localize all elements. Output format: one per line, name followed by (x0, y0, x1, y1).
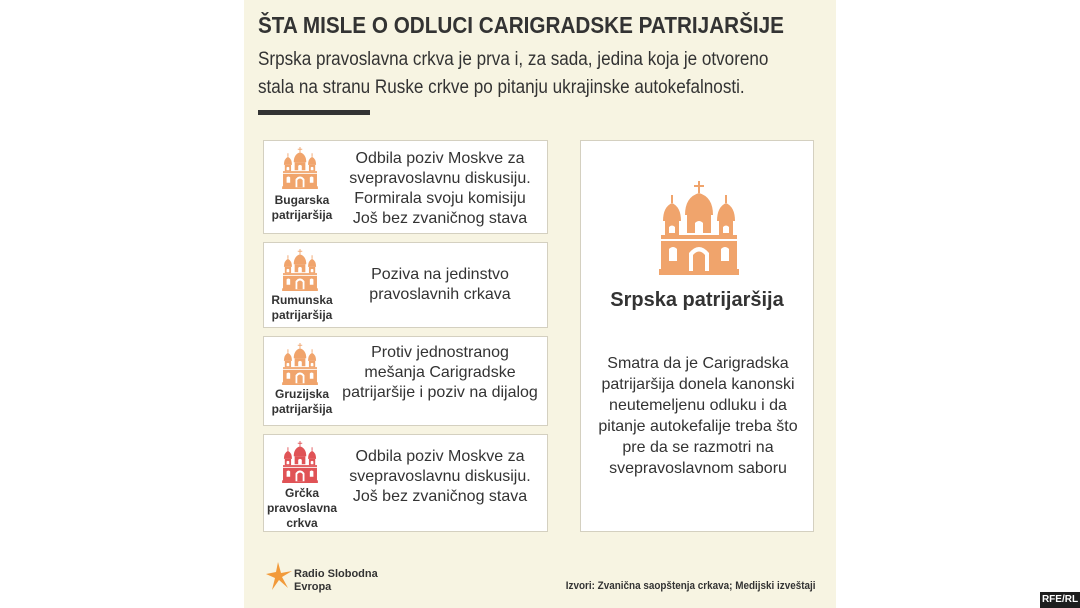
church-icon (280, 441, 320, 483)
logo-line-2: Evropa (294, 581, 332, 593)
logo-line-1: Radio Slobodna (294, 568, 378, 580)
infographic-subtitle: Srpska pravoslavna crkva je prva i, za sada, jedina koja je otvoreno stala na stranu Ruske crkve po pitanju ukrajinske autokefalnosti. (258, 49, 769, 98)
church-description: Protiv jednostranog mešanja Carigradske patrijaršije i poziv na dijalog (342, 344, 538, 401)
church-description: Poziva na jedinstvo pravoslavnih crkava (369, 266, 511, 303)
church-icon (280, 147, 320, 189)
church-card-gruzijska (263, 336, 548, 426)
church-name: Gruzijska patrijaršija (271, 387, 333, 416)
church-card-bugarska (263, 140, 548, 234)
featured-church-name: Srpska patrijaršija (610, 289, 784, 311)
church-icon (280, 249, 320, 291)
source-note: Izvori: Zvanična saopštenja crkava; Medijski izveštaji (566, 580, 816, 592)
church-name: Rumunska patrijaršija (271, 293, 333, 322)
infographic-panel (244, 0, 1079, 608)
church-description: Odbila poziv Moskve za svepravoslavnu diskusiju. Još bez zvaničnog stava (349, 448, 531, 505)
rferl-badge: RFE/RL (1040, 592, 1080, 608)
featured-church-card (580, 140, 814, 532)
rfe-logo-icon (264, 560, 294, 592)
featured-church-description: Smatra da je Carigradska patrijaršija donela kanonski neutemeljenu odluku i da pitanje autokefalije treba što pre da se razmotri na svepravoslavnom saboru (598, 355, 798, 477)
church-name: Bugarska patrijaršija (271, 193, 333, 222)
church-card-rumunska (263, 242, 548, 328)
title-underline (258, 110, 370, 115)
church-name: Grčka pravoslavna crkva (266, 486, 338, 530)
church-card-grcka (263, 434, 548, 532)
infographic-title: ŠTA MISLE O ODLUCI CARIGRADSKE PATRIJARŠIJE (258, 12, 784, 38)
church-icon (280, 343, 320, 385)
church-description: Odbila poziv Moskve za svepravoslavnu diskusiju. Formirala svoju komisiju Još bez zvaničnog stava (349, 150, 531, 227)
church-icon (657, 181, 741, 275)
logo-text (294, 568, 378, 594)
